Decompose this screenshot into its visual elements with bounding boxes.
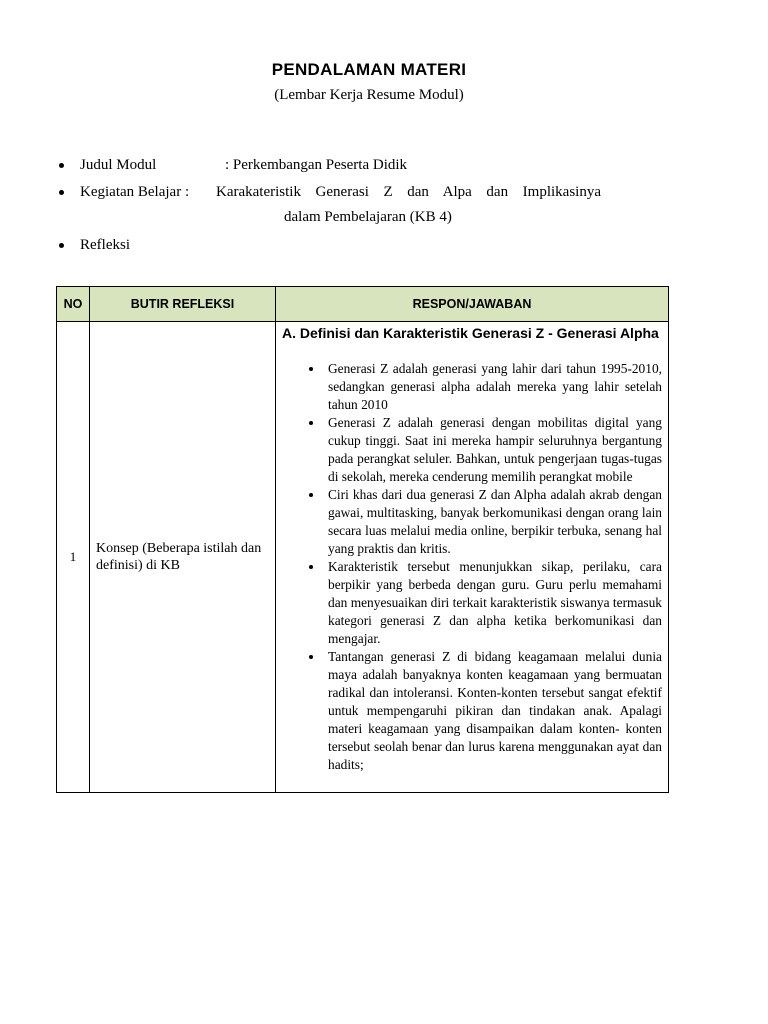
meta-value-kegiatan-line1: Karakateristik Generasi Z dan Alpa dan Implikasinya [216, 184, 601, 200]
table-row [57, 322, 669, 793]
meta-label-judul: Judul Modul [80, 157, 157, 173]
meta-judul-modul [57, 154, 677, 181]
list-item: Karakteristik tersebut menunjukkan sikap, perilaku, cara berpikir yang berbeda dengan guru. Guru perlu memahami dan menyesuaikan diri terkait karakteristik siswanya termasuk kategori generasi Z dan alpha ketika berkomunikasi dan mengajar. [282, 558, 662, 648]
meta-value-kegiatan-line2: dalam Pembelajaran (KB 4) [284, 209, 452, 225]
reflection-table [56, 286, 669, 793]
list-item: Tantangan generasi Z di bidang keagamaan melalui dunia maya adalah banyaknya konten keagamaan yang bermuatan radikal dan intoleransi. Konten-konten tersebut sangat efektif untuk mempengaruhi pikiran dan tindakan anak. Apalagi materi keagamaan yang disampaikan dalam konten- konten tersebut seolah benar dan lurus karena menggunakan ayat dan hadits; [282, 648, 662, 774]
module-info [57, 154, 677, 261]
list-item: Generasi Z adalah generasi yang lahir dari tahun 1995-2010, sedangkan generasi alpha adalah mereka yang lahir setelah tahun 2010 [282, 360, 662, 414]
header-no: NO [57, 287, 90, 322]
page-subtitle: (Lembar Kerja Resume Modul) [274, 87, 464, 103]
table-header-row [57, 287, 669, 322]
meta-label-kegiatan: Kegiatan Belajar : [80, 184, 190, 200]
list-item: Ciri khas dari dua generasi Z dan Alpha adalah akrab dengan gawai, multitasking, banyak berkomunikasi dengan orang lain secara luas melalui media online, berpikir terbuka, senang hal yang praktis dan kritis. [282, 486, 662, 558]
header-butir-refleksi: BUTIR REFLEKSI [90, 287, 276, 322]
bullet-icon [59, 190, 64, 195]
meta-refleksi [57, 234, 677, 261]
section-title: A. Definisi dan Karakteristik Generasi Z - Generasi Alpha [282, 325, 659, 341]
meta-label-refleksi: Refleksi [80, 237, 130, 253]
meta-kegiatan-belajar [57, 181, 677, 234]
bullet-icon [59, 163, 64, 168]
header-respon-jawaban: RESPON/JAWABAN [276, 287, 669, 322]
page-title: PENDALAMAN MATERI [271, 60, 467, 79]
row-number: 1 [57, 322, 90, 793]
bullet-icon [59, 243, 64, 248]
row-respon-jawaban [276, 322, 669, 793]
list-item: Generasi Z adalah generasi dengan mobilitas digital yang cukup tinggi. Saat ini mereka hampir seluruhnya bergantung pada perangkat seluler. Bahkan, untuk pengerjaan tugas-tugas di sekolah, mereka cenderung memilih perangkat mobile [282, 414, 662, 486]
row-butir-refleksi: Konsep (Beberapa istilah dan definisi) di KB [90, 322, 276, 793]
meta-value-judul: : Perkembangan Peserta Didik [225, 157, 408, 173]
response-points [282, 360, 662, 774]
